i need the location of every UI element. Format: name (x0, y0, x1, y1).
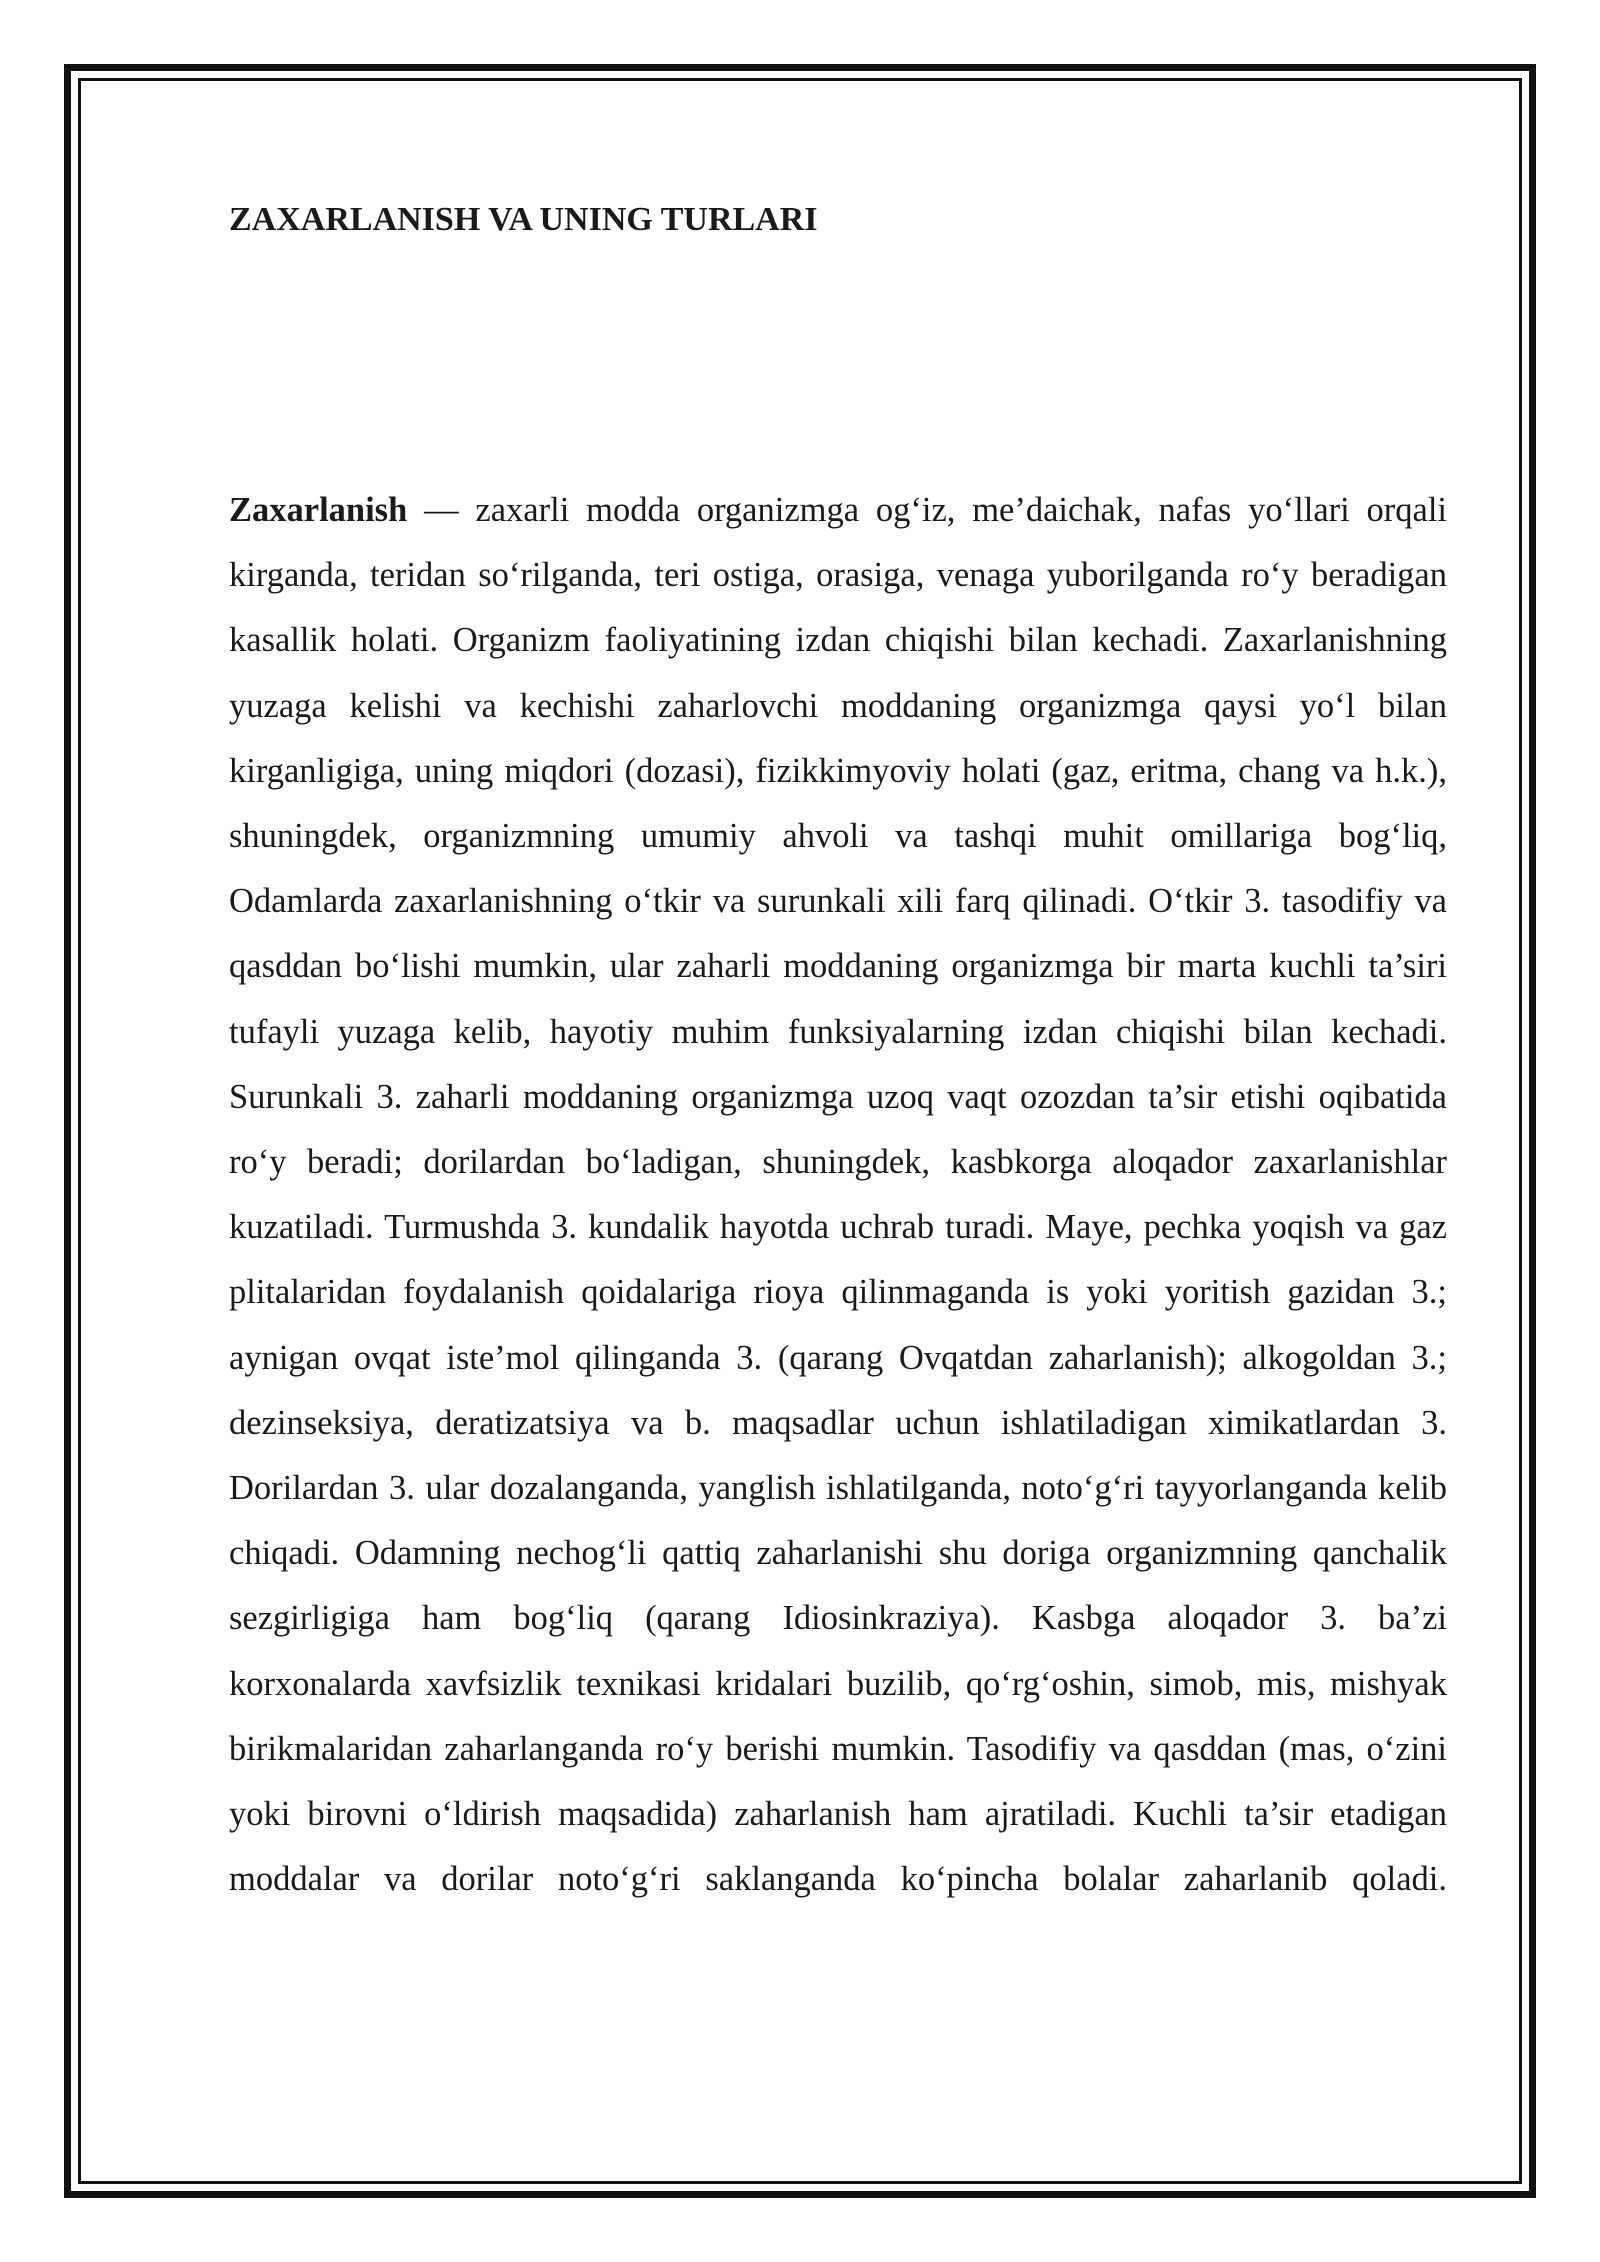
document-content (229, 200, 1447, 1912)
body-paragraph (229, 478, 1447, 1912)
paragraph-text: — zaxarli modda organizmga og‘iz, me’daichak, nafas yo‘llari orqali kirganda, teridan so‘rilganda, teri ostiga, orasiga, venaga yuborilganda ro‘y beradigan kasallik holati. Organizm faoliyatining izdan chiqishi bilan kechadi. Zaxarlanishning yuzaga kelishi va kechishi zaharlovchi moddaning organizmga qaysi yo‘l bilan kirganligiga, uning miqdori (dozasi), fizikkimyoviy holati (gaz, eritma, chang va h.k.), shuningdek, organizmning umumiy ahvoli va tashqi muhit omillariga bog‘liq, Odamlarda zaxarlanishning o‘tkir va surunkali xili farq qilinadi. O‘tkir 3. tasodifiy va qasddan bo‘lishi mumkin, ular zaharli moddaning organizmga bir marta kuchli ta’siri tufayli yuzaga kelib, hayotiy muhim funksiyalarning izdan chiqishi bilan kechadi. Surunkali 3. zaharli moddaning organizmga uzoq vaqt ozozdan ta’sir etishi oqibatida ro‘y beradi; dorilardan bo‘ladigan, shuningdek, kasbkorga aloqador zaxarlanishlar kuzatiladi. Turmushda 3. kundalik hayotda uchrab turadi. Maye, pechka yoqish va gaz plitalaridan foydalanish qoidalariga rioya qilinmaganda is yoki yoritish gazidan 3.; aynigan ovqat iste’mol qilinganda 3. (qarang Ovqatdan zaharlanish); alkogoldan 3.; dezinseksiya, deratizatsiya va b. maqsadlar uchun ishlatiladigan ximikatlardan 3. Dorilardan 3. ular dozalanganda, yanglish ishlatilganda, noto‘g‘ri tayyorlanganda kelib chiqadi. Odamning nechog‘li qattiq zaharlanishi shu doriga organizmning qanchalik sezgirligiga ham bog‘liq (qarang Idiosinkraziya). Kasbga aloqador 3. ba’zi korxonalarda xavfsizlik texnikasi kridalari buzilib, qo‘rg‘oshin, simob, mis, mishyak birikmalaridan zaharlanganda ro‘y berishi mumkin. Tasodifiy va qasddan (mas, o‘zini yoki birovni o‘ldirish maqsadida) zaharlanish ham ajratiladi. Kuchli ta’sir etadigan moddalar va dorilar noto‘g‘ri saklanganda ko‘pincha bolalar zaharlanib qoladi. (229, 491, 1447, 1899)
defined-term: Zaxarlanish (229, 491, 408, 529)
document-title: ZAXARLANISH VA UNING TURLARI (229, 201, 818, 238)
